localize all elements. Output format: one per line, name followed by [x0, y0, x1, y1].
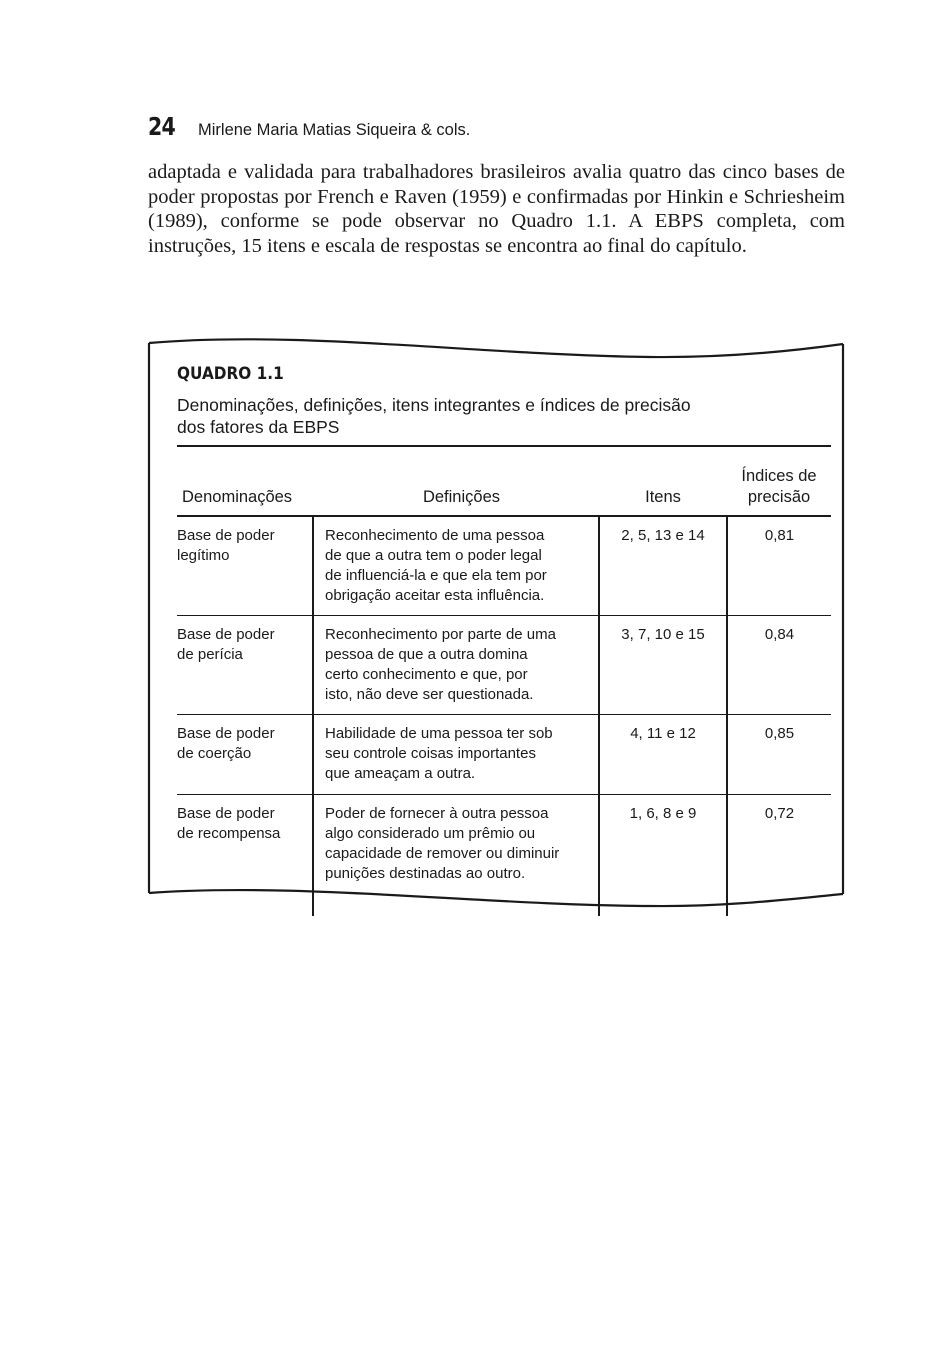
- cell-denominacao: [177, 616, 313, 715]
- cell-indice: 0,72: [764, 805, 795, 822]
- definicao-line: algo considerado um prêmio ou: [325, 825, 536, 842]
- definicao-line: de influenciá-la e que ela tem por: [325, 567, 547, 584]
- column-header-indices-line1: Índices de: [741, 467, 817, 485]
- table-header-row: [177, 446, 831, 516]
- cell-itens: 4, 11 e 12: [599, 715, 727, 795]
- definicao-line: Reconhecimento de uma pessoa: [325, 527, 545, 544]
- cell-denominacao: [177, 795, 313, 917]
- quadro-caption-line1: Denominações, definições, itens integrantes e índices de precisão: [177, 395, 691, 415]
- cell-denominacao: [177, 516, 313, 616]
- definicao-line: que ameaçam a outra.: [325, 765, 476, 782]
- quadro-table: [177, 445, 831, 916]
- definicao-line: punições destinadas ao outro.: [325, 865, 526, 882]
- cell-indice: 0,85: [727, 715, 831, 795]
- cell-indice: 0,84: [727, 616, 831, 715]
- definicao-line: pessoa de que a outra domina: [325, 646, 528, 663]
- denominacao-line: de perícia: [177, 646, 243, 663]
- quadro-caption-line2: dos fatores da EBPS: [177, 416, 340, 437]
- denominacao-line: Base de poder: [177, 725, 275, 742]
- cell-itens: 2, 5, 13 e 14: [599, 516, 727, 616]
- running-head: Mirlene Maria Matias Siqueira & cols.: [198, 121, 471, 139]
- quadro-label: QUADRO 1.1: [177, 364, 284, 384]
- column-header-denominacoes: Denominações: [177, 446, 313, 516]
- cell-indice: 0,81: [727, 516, 831, 616]
- definicao-line: isto, não deve ser questionada.: [325, 686, 534, 703]
- cell-definicao: [313, 795, 599, 917]
- denominacao-line: Base de poder: [177, 626, 275, 643]
- definicao-line: obrigação aceitar esta influência.: [325, 587, 545, 604]
- cell-itens: 1, 6, 8 e 9: [599, 795, 727, 917]
- cell-definicao: [313, 516, 599, 616]
- denominacao-line: Base de poder: [177, 527, 275, 544]
- definicao-line: Poder de fornecer à outra pessoa: [325, 805, 549, 822]
- denominacao-line: legítimo: [177, 547, 230, 564]
- cell-itens: 3, 7, 10 e 15: [599, 616, 727, 715]
- definicao-line: capacidade de remover ou diminuir: [325, 845, 560, 862]
- cell-definicao: [313, 616, 599, 715]
- table-row: [177, 616, 831, 715]
- column-header-itens: Itens: [599, 446, 727, 516]
- table-row: [177, 715, 831, 795]
- body-paragraph: adaptada e validada para trabalhadores brasileiros avalia quatro das cinco bases de poder propostas por French e Raven (1959) e confirmadas por Hinkin e Schriesheim (1989), conforme se pode observar no Quadro 1.1. A EBPS completa, com instruções, 15 itens e escala de respostas se encontra ao final do capítulo.: [148, 161, 845, 257]
- quadro-caption: [177, 395, 777, 438]
- column-header-definicoes: Definições: [313, 446, 599, 516]
- table-row: [177, 516, 831, 616]
- definicao-line: de que a outra tem o poder legal: [325, 547, 542, 564]
- page-number: 24: [148, 112, 175, 141]
- denominacao-line: Base de poder: [177, 805, 275, 822]
- definicao-line: seu controle coisas importantes: [325, 745, 536, 762]
- frame-top-wave: [149, 339, 843, 357]
- denominacao-line: de recompensa: [177, 825, 281, 842]
- definicao-line: Habilidade de uma pessoa ter sob: [325, 725, 553, 742]
- definicao-line: certo conhecimento e que, por: [325, 666, 528, 683]
- denominacao-line: de coerção: [177, 745, 252, 762]
- column-header-indices: [727, 446, 831, 516]
- definicao-line: Reconhecimento por parte de uma: [325, 626, 556, 643]
- cell-definicao: [313, 715, 599, 795]
- cell-denominacao: [177, 715, 313, 795]
- table-row: [177, 795, 831, 917]
- column-header-indices-line2: precisão: [747, 488, 811, 506]
